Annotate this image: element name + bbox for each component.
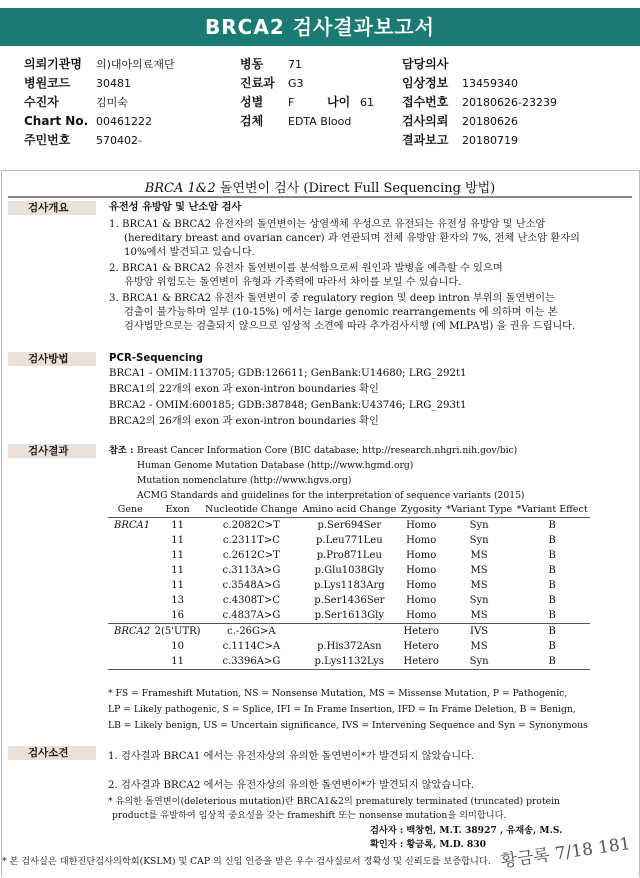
- info-label: 병동: [240, 57, 264, 71]
- table-row: [108, 563, 590, 578]
- cell-exon: 2(5'UTR): [152, 624, 202, 640]
- info-value: 30481: [96, 77, 131, 90]
- table-row: [108, 639, 590, 654]
- cell-amino-acid: p.Ser1613Gly: [314, 610, 385, 621]
- column-header: Gene: [108, 503, 152, 518]
- cell-gene: [108, 654, 152, 670]
- cell-amino-acid: p.Ser1436Ser: [314, 595, 385, 606]
- cell-variant-effect: B: [548, 580, 556, 591]
- footnote-line: LB = Likely benign, US = Uncertain significance, IVS = Intervening Sequence and Syn = Synonymous: [108, 720, 588, 731]
- info-value: 570402-: [96, 134, 142, 147]
- overview-line: 2. BRCA1 & BRCA2 유전자 돌연변이를 분석함으로써 원인과 발병을 예측할 수 있으며: [109, 263, 503, 274]
- cell-zygosity: Homo: [406, 610, 437, 621]
- cell-zygosity: Hetero: [399, 624, 444, 640]
- info-value: 20180719: [462, 134, 518, 147]
- info-value: 20180626: [462, 115, 518, 128]
- info-label: 주민번호: [24, 133, 71, 147]
- method-line: BRCA1의 22개의 exon 과 exon-intron boundaries 확인: [109, 384, 379, 395]
- conclusion-line: 2. 검사결과 BRCA2 에서는 유전자상의 유의한 돌연변이*가 발견되지 않았습니다.: [108, 780, 475, 791]
- cell-exon: 11: [171, 580, 184, 591]
- cell-variant-effect: B: [548, 550, 556, 561]
- age-value: 61: [360, 96, 374, 109]
- column-header: *Variant Type: [444, 503, 515, 518]
- cell-variant-type: Syn: [469, 535, 489, 546]
- cell-gene: [108, 563, 152, 578]
- info-label: 접수번호: [402, 95, 449, 109]
- cell-gene: [108, 578, 152, 593]
- divider: [8, 196, 632, 198]
- reference-line: Human Genome Mutation Database (http://www.hgmd.org): [137, 460, 414, 471]
- cell-variant-effect: B: [548, 641, 556, 652]
- method-line: BRCA2의 26개의 exon 과 exon-intron boundaries 확인: [109, 416, 379, 427]
- cell-gene: [108, 548, 152, 563]
- section-label-conclusion: 검사소견: [8, 746, 96, 760]
- cell-zygosity: Homo: [406, 565, 437, 576]
- cell-variant-effect: B: [548, 565, 556, 576]
- cell-nucleotide: c.4837A>G: [222, 610, 281, 621]
- cell-gene: BRCA1: [114, 520, 151, 531]
- cell-variant-effect: B: [514, 624, 590, 640]
- cell-exon: 11: [152, 654, 202, 670]
- conclusion-line: 1. 검사결과 BRCA1 에서는 유전자상의 유의한 돌연변이*가 발견되지 않았습니다.: [108, 751, 475, 762]
- cell-zygosity: Homo: [406, 550, 437, 561]
- cell-variant-type: IVS: [444, 624, 515, 640]
- overview-line: 검출이 불가능하며 일부 (10-15%) 에서는 large genomic rearrangements 에 의하며 이는 본: [124, 307, 558, 318]
- cell-zygosity: Homo: [406, 595, 437, 606]
- table-row: [108, 624, 590, 640]
- section-label-result: 검사결과: [8, 444, 96, 458]
- cell-exon: 11: [171, 535, 184, 546]
- footnote-line: LP = Likely pathogenic, S = Splice, IFI = In Frame Insertion, IFD = In Frame Deletion, B = Benign,: [108, 704, 576, 715]
- cell-gene: [108, 639, 152, 654]
- cell-variant-type: MS: [470, 580, 488, 591]
- cell-nucleotide: c.2612C>T: [222, 550, 280, 561]
- cell-zygosity: Homo: [406, 520, 437, 531]
- table-header-row: [108, 503, 590, 518]
- info-label: 진료과: [240, 76, 275, 90]
- cell-gene: BRCA2: [108, 624, 152, 640]
- footnote-line: * FS = Frameshift Mutation, NS = Nonsense Mutation, MS = Missense Mutation, P = Pathogenic,: [108, 688, 568, 699]
- overview-heading: 유전성 유방암 및 난소암 검사: [109, 202, 242, 213]
- cell-zygosity: Hetero: [403, 641, 439, 652]
- cell-nucleotide: c.2082C>T: [222, 520, 280, 531]
- overview-line: 검사법만으로는 검출되지 않으므로 임상적 소견에 따라 추가검사시행 (예 MLPA법) 을 권유 드립니다.: [124, 321, 576, 332]
- handwritten-signature: 황금록 7/18 181: [499, 833, 632, 872]
- cell-amino-acid: p.Pro871Leu: [316, 550, 382, 561]
- method-line: BRCA1 - OMIM:113705; GDB:126611; GenBank:U14680; LRG_292t1: [109, 368, 467, 379]
- info-label: 검체: [240, 114, 264, 128]
- variant-table: [108, 503, 590, 670]
- info-label: Chart No.: [24, 114, 89, 128]
- method-line: BRCA2 - OMIM:600185; GDB:387848; GenBank:U43746; LRG_293t1: [109, 400, 467, 411]
- table-row: [108, 593, 590, 608]
- cell-exon: 11: [171, 565, 184, 576]
- reference-line: Breast Cancer Information Core (BIC database; http://research.nhgri.nih.gov/bic): [137, 445, 518, 456]
- cell-gene: [108, 608, 152, 624]
- info-label: 성별: [240, 95, 264, 109]
- title-gene: BRCA 1&2: [144, 181, 216, 196]
- info-value: G3: [288, 77, 304, 90]
- cell-amino-acid: p.Lys1132Lys: [300, 654, 399, 670]
- info-value: 00461222: [96, 115, 152, 128]
- table-row: [108, 578, 590, 593]
- overview-line: 1. BRCA1 & BRCA2 유전자의 돌연변이는 상염색체 우성으로 유전되는 유전성 유방암 및 난소암: [109, 219, 546, 230]
- info-value: 71: [288, 58, 302, 71]
- examiner-line: 검사자 : 백창헌, M.T. 38927 , 유재송, M.S.: [370, 825, 563, 836]
- overview-line: 유방암 위험도는 돌연변이 유형과 가족력에 따라서 차이를 보일 수 있습니다.: [124, 277, 462, 288]
- cell-nucleotide: c.3548A>G: [222, 580, 281, 591]
- column-header: Amino acid Change: [300, 503, 399, 518]
- cell-zygosity: Homo: [406, 535, 437, 546]
- cell-amino-acid: p.Ser694Ser: [317, 520, 382, 531]
- cell-variant-type: MS: [470, 550, 488, 561]
- ref-prefix: 참조 :: [109, 445, 134, 456]
- cell-nucleotide: c.3396A>G: [203, 654, 300, 670]
- cell-gene: [108, 533, 152, 548]
- table-row: [108, 518, 590, 534]
- cell-variant-effect: B: [514, 654, 590, 670]
- info-value: 김미숙: [96, 96, 128, 109]
- cell-amino-acid: p.His372Asn: [317, 641, 382, 652]
- reference-line: ACMG Standards and guidelines for the interpretation of sequence variants (2015): [137, 490, 525, 501]
- cell-zygosity: Hetero: [399, 654, 444, 670]
- table-row: [108, 654, 590, 670]
- conclusion-note: product를 유발하여 임상적 중요성을 갖는 frameshift 또는 nonsense mutation을 의미합니다.: [112, 810, 507, 821]
- cell-amino-acid: p.Glu1038Gly: [314, 565, 385, 576]
- column-header: Zygosity: [399, 503, 444, 518]
- info-label: 결과보고: [402, 133, 449, 147]
- cell-nucleotide: c.2311T>C: [222, 535, 280, 546]
- info-value: 20180626-23239: [462, 96, 557, 109]
- cell-amino-acid: p.Lys1183Arg: [313, 580, 385, 591]
- column-header: Nucleotide Change: [203, 503, 300, 518]
- cell-gene: [108, 593, 152, 608]
- info-label: 임상정보: [402, 76, 449, 90]
- confirmer-line: 확인자 : 황금록, M.D. 830: [370, 839, 487, 850]
- cell-amino-acid: [300, 624, 399, 640]
- info-label: 병원코드: [24, 76, 71, 90]
- column-header: Exon: [152, 503, 202, 518]
- reference-line: Mutation nomenclature (http://www.hgvs.org): [137, 475, 352, 486]
- cell-zygosity: Homo: [406, 580, 437, 591]
- cell-variant-type: MS: [470, 565, 488, 576]
- report-title: BRCA2 검사결과보고서: [0, 8, 640, 46]
- cell-variant-effect: B: [548, 520, 556, 531]
- info-value: 13459340: [462, 77, 518, 90]
- cell-nucleotide: c.-26G>A: [203, 624, 300, 640]
- cell-variant-effect: B: [548, 610, 556, 621]
- cell-exon: 11: [171, 550, 184, 561]
- overview-line: 3. BRCA1 & BRCA2 유전자 돌연변이 중 regulatory region 및 deep intron 부위의 돌연변이는: [109, 293, 555, 304]
- cell-nucleotide: c.1114C>A: [222, 641, 281, 652]
- cell-variant-type: Syn: [444, 654, 515, 670]
- cell-exon: 10: [171, 641, 184, 652]
- cell-nucleotide: c.4308T>C: [222, 595, 280, 606]
- info-label: 검사의뢰: [402, 114, 449, 128]
- cell-exon: 13: [171, 595, 184, 606]
- section-label-overview: 검사개요: [8, 201, 96, 215]
- info-label: 의뢰기관명: [24, 57, 82, 71]
- overview-line: 10%에서 발견되고 있습니다.: [124, 247, 255, 258]
- section-label-method: 검사방법: [8, 352, 96, 366]
- table-row: [108, 533, 590, 548]
- age-label: 나이: [327, 95, 351, 109]
- title-rest: 돌연변이 검사 (Direct Full Sequencing 방법): [215, 181, 496, 196]
- document-title: [0, 177, 640, 196]
- cell-variant-type: Syn: [469, 520, 489, 531]
- cell-amino-acid: p.Leu771Leu: [315, 535, 383, 546]
- footer-note: * 본 검사실은 대한진단검사의학회(KSLM) 및 CAP 의 신임 인증을 받은 우수 검사실로서 정확성 및 신뢰도를 보증합니다.: [2, 856, 491, 867]
- conclusion-note: * 유의한 돌연변이(deleterious mutation)란 BRCA1&2의 prematurely terminated (truncated) protein: [108, 796, 560, 807]
- cell-variant-effect: B: [548, 535, 556, 546]
- info-value: 의)대아의료재단: [96, 58, 175, 71]
- cell-exon: 11: [171, 520, 184, 531]
- info-value: F: [288, 96, 295, 109]
- cell-variant-type: MS: [470, 641, 488, 652]
- cell-variant-type: Syn: [469, 595, 489, 606]
- cell-variant-type: MS: [470, 610, 488, 621]
- cell-variant-effect: B: [548, 595, 556, 606]
- column-header: *Variant Effect: [514, 503, 590, 518]
- cell-nucleotide: c.3113A>G: [222, 565, 281, 576]
- cell-exon: 16: [171, 610, 184, 621]
- table-row: [108, 548, 590, 563]
- method-heading: PCR-Sequencing: [109, 353, 204, 364]
- info-label: 담당의사: [402, 57, 449, 71]
- overview-line: (hereditary breast and ovarian cancer) 과 연관되며 전체 유방암 환자의 7%, 전체 난소암 환자의: [124, 233, 580, 244]
- info-label: 수진자: [24, 95, 59, 109]
- table-row: [108, 608, 590, 624]
- info-value: EDTA Blood: [288, 115, 352, 128]
